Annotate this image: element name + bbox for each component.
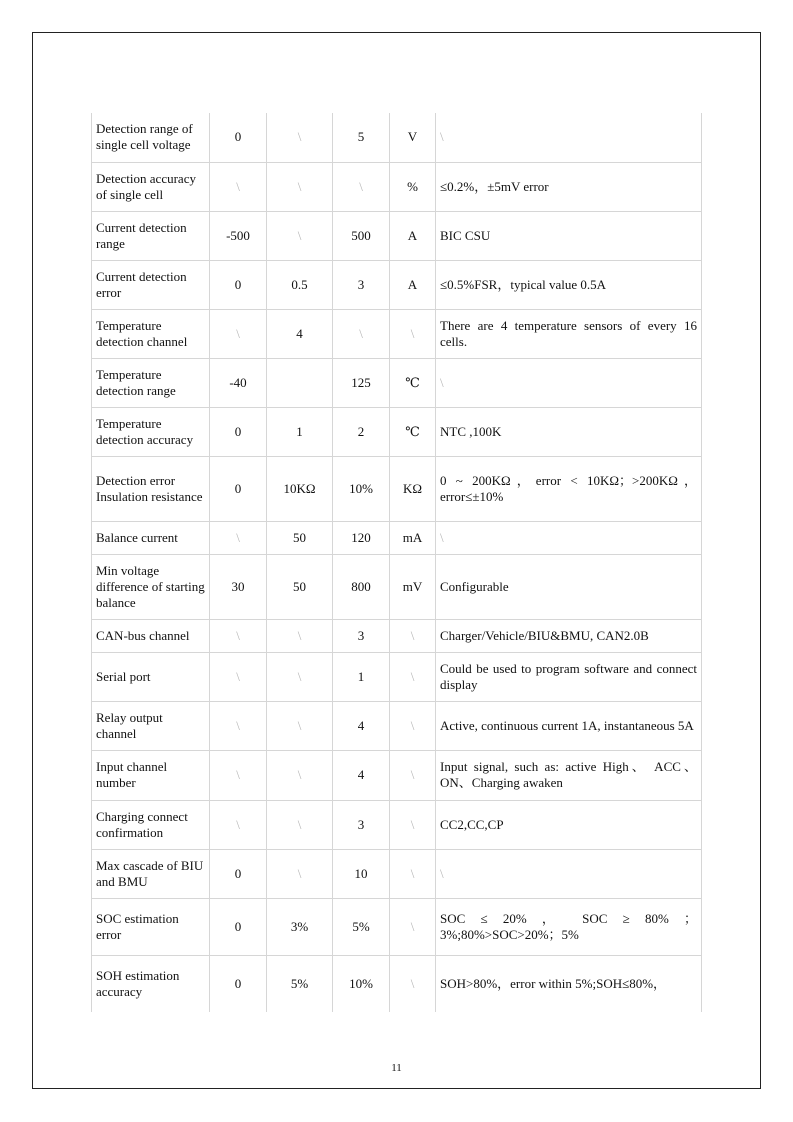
- desc-cell: NTC ,100K: [436, 407, 702, 456]
- min-cell: \: [210, 619, 267, 652]
- typ-cell: 1: [267, 407, 333, 456]
- desc-cell: Input signal, such as: active High、 ACC、ON、Charging awaken: [436, 750, 702, 800]
- unit-cell: \: [390, 701, 436, 750]
- table-row: [92, 113, 702, 162]
- min-cell: \: [210, 309, 267, 358]
- desc-cell: CC2,CC,CP: [436, 800, 702, 849]
- min-cell: \: [210, 800, 267, 849]
- table-row: [92, 898, 702, 955]
- typ-cell: 50: [267, 521, 333, 554]
- typ-cell: \: [267, 211, 333, 260]
- typ-cell: 4: [267, 309, 333, 358]
- unit-cell: \: [390, 849, 436, 898]
- typ-cell: \: [267, 800, 333, 849]
- table-row: [92, 407, 702, 456]
- unit-cell: mV: [390, 554, 436, 619]
- table-row: [92, 162, 702, 211]
- unit-cell: ℃: [390, 358, 436, 407]
- desc-cell: Could be used to program software and connect display: [436, 652, 702, 701]
- param-cell: Max cascade of BIU and BMU: [92, 849, 210, 898]
- table-row: [92, 211, 702, 260]
- max-cell: \: [333, 309, 390, 358]
- table-row: [92, 260, 702, 309]
- table-row: [92, 652, 702, 701]
- desc-cell: SOC ≤ 20% ， SOC ≥ 80% ；3%;80%>SOC>20%；5%: [436, 898, 702, 955]
- max-cell: 2: [333, 407, 390, 456]
- table-row: [92, 750, 702, 800]
- min-cell: 0: [210, 898, 267, 955]
- max-cell: 10%: [333, 456, 390, 521]
- table-row: [92, 456, 702, 521]
- min-cell: \: [210, 162, 267, 211]
- unit-cell: %: [390, 162, 436, 211]
- max-cell: 120: [333, 521, 390, 554]
- desc-cell: ≤0.2%，±5mV error: [436, 162, 702, 211]
- desc-cell: \: [436, 521, 702, 554]
- unit-cell: KΩ: [390, 456, 436, 521]
- unit-cell: V: [390, 113, 436, 162]
- spec-table: [91, 113, 702, 1012]
- param-cell: Input channel number: [92, 750, 210, 800]
- table-row: [92, 955, 702, 1012]
- max-cell: 1: [333, 652, 390, 701]
- typ-cell: \: [267, 113, 333, 162]
- min-cell: -40: [210, 358, 267, 407]
- max-cell: 800: [333, 554, 390, 619]
- desc-cell: 0 ~ 200KΩ，error < 10KΩ；>200KΩ，error≤±10%: [436, 456, 702, 521]
- unit-cell: \: [390, 898, 436, 955]
- typ-cell: \: [267, 652, 333, 701]
- desc-cell: Configurable: [436, 554, 702, 619]
- desc-cell: SOH>80%，error within 5%;SOH≤80%，: [436, 955, 702, 1012]
- param-cell: Temperature detection accuracy: [92, 407, 210, 456]
- min-cell: \: [210, 750, 267, 800]
- typ-cell: 10KΩ: [267, 456, 333, 521]
- param-cell: Current detection range: [92, 211, 210, 260]
- unit-cell: mA: [390, 521, 436, 554]
- param-cell: Current detection error: [92, 260, 210, 309]
- spec-table-body: [92, 113, 702, 1012]
- param-cell: Temperature detection range: [92, 358, 210, 407]
- max-cell: 5%: [333, 898, 390, 955]
- min-cell: 0: [210, 456, 267, 521]
- max-cell: 5: [333, 113, 390, 162]
- unit-cell: \: [390, 309, 436, 358]
- unit-cell: \: [390, 955, 436, 1012]
- typ-cell: \: [267, 701, 333, 750]
- desc-cell: ≤0.5%FSR，typical value 0.5A: [436, 260, 702, 309]
- min-cell: \: [210, 521, 267, 554]
- desc-cell: Active, continuous current 1A, instantaneous 5A: [436, 701, 702, 750]
- unit-cell: ℃: [390, 407, 436, 456]
- page-number: 11: [391, 1062, 402, 1074]
- max-cell: 3: [333, 800, 390, 849]
- min-cell: 0: [210, 407, 267, 456]
- max-cell: 3: [333, 619, 390, 652]
- table-row: [92, 358, 702, 407]
- unit-cell: \: [390, 652, 436, 701]
- min-cell: 30: [210, 554, 267, 619]
- typ-cell: 5%: [267, 955, 333, 1012]
- table-row: [92, 554, 702, 619]
- max-cell: 500: [333, 211, 390, 260]
- table-row: [92, 521, 702, 554]
- typ-cell: \: [267, 750, 333, 800]
- typ-cell: \: [267, 162, 333, 211]
- min-cell: 0: [210, 849, 267, 898]
- unit-cell: \: [390, 800, 436, 849]
- unit-cell: A: [390, 260, 436, 309]
- param-cell: CAN-bus channel: [92, 619, 210, 652]
- param-cell: Min voltage difference of starting balance: [92, 554, 210, 619]
- table-row: [92, 701, 702, 750]
- table-row: [92, 800, 702, 849]
- desc-cell: \: [436, 113, 702, 162]
- max-cell: 125: [333, 358, 390, 407]
- typ-cell: 3%: [267, 898, 333, 955]
- typ-cell: \: [267, 849, 333, 898]
- desc-cell: Charger/Vehicle/BIU&BMU, CAN2.0B: [436, 619, 702, 652]
- param-cell: Serial port: [92, 652, 210, 701]
- max-cell: 10: [333, 849, 390, 898]
- table-row: [92, 309, 702, 358]
- param-cell: Detection range of single cell voltage: [92, 113, 210, 162]
- param-cell: Temperature detection channel: [92, 309, 210, 358]
- typ-cell: [267, 358, 333, 407]
- param-cell: Detection error Insulation resistance: [92, 456, 210, 521]
- min-cell: \: [210, 652, 267, 701]
- typ-cell: 50: [267, 554, 333, 619]
- param-cell: Charging connect confirmation: [92, 800, 210, 849]
- unit-cell: A: [390, 211, 436, 260]
- min-cell: -500: [210, 211, 267, 260]
- max-cell: 10%: [333, 955, 390, 1012]
- min-cell: 0: [210, 260, 267, 309]
- param-cell: Relay output channel: [92, 701, 210, 750]
- min-cell: 0: [210, 955, 267, 1012]
- unit-cell: \: [390, 619, 436, 652]
- param-cell: SOC estimation error: [92, 898, 210, 955]
- min-cell: \: [210, 701, 267, 750]
- table-row: [92, 619, 702, 652]
- desc-cell: \: [436, 849, 702, 898]
- min-cell: 0: [210, 113, 267, 162]
- max-cell: 4: [333, 701, 390, 750]
- desc-cell: \: [436, 358, 702, 407]
- param-cell: SOH estimation accuracy: [92, 955, 210, 1012]
- table-row: [92, 849, 702, 898]
- max-cell: 3: [333, 260, 390, 309]
- param-cell: Detection accuracy of single cell: [92, 162, 210, 211]
- typ-cell: 0.5: [267, 260, 333, 309]
- max-cell: \: [333, 162, 390, 211]
- typ-cell: \: [267, 619, 333, 652]
- desc-cell: BIC CSU: [436, 211, 702, 260]
- param-cell: Balance current: [92, 521, 210, 554]
- max-cell: 4: [333, 750, 390, 800]
- desc-cell: There are 4 temperature sensors of every 16 cells.: [436, 309, 702, 358]
- unit-cell: \: [390, 750, 436, 800]
